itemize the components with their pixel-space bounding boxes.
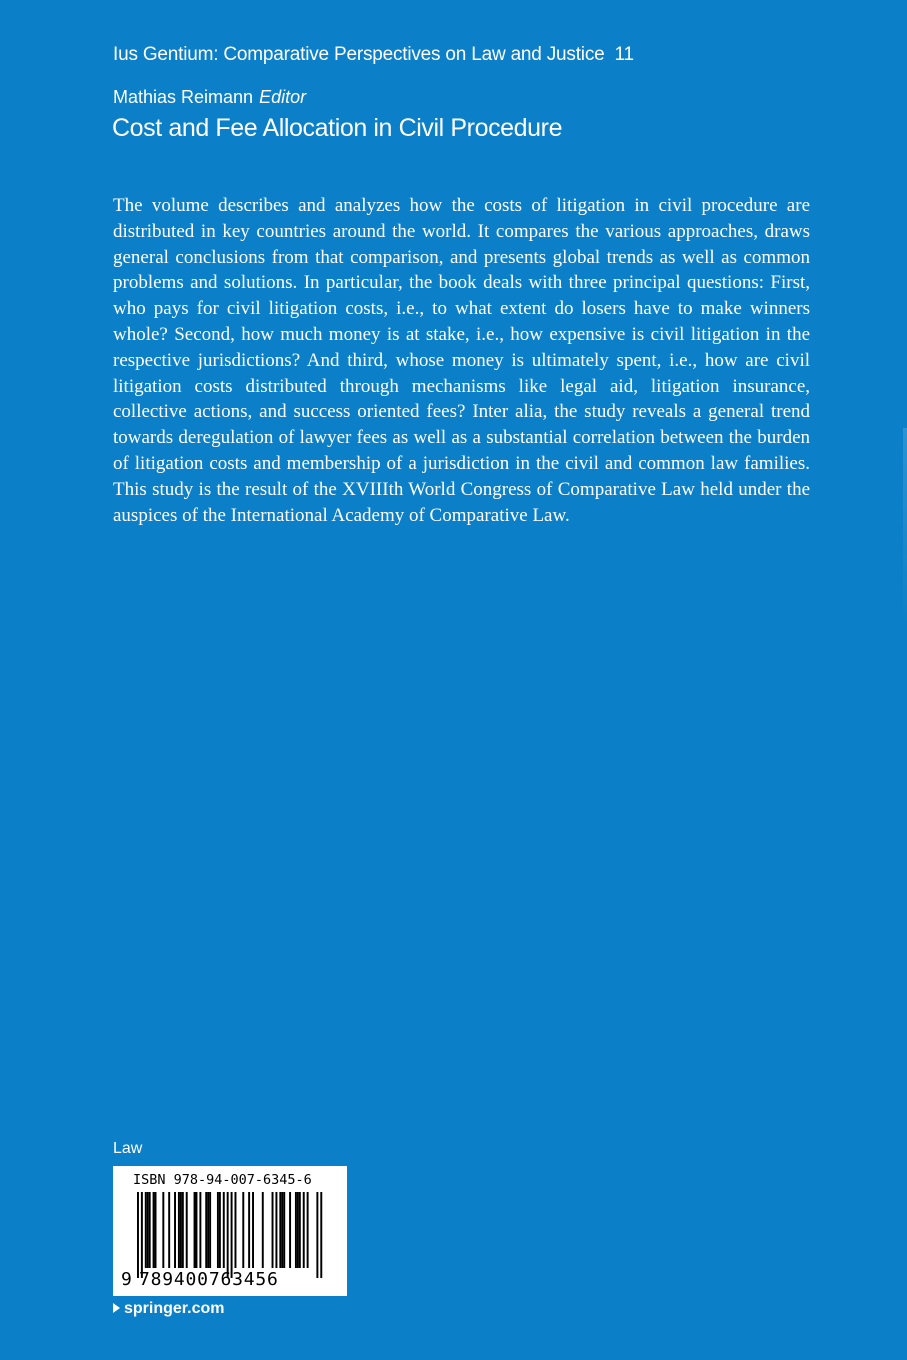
barcode-bar xyxy=(242,1192,244,1268)
barcode-bar xyxy=(153,1192,155,1268)
barcode-bar xyxy=(227,1192,229,1278)
barcode-number xyxy=(121,1269,279,1290)
barcode-bar xyxy=(272,1192,274,1268)
barcode-bar xyxy=(248,1192,250,1268)
barcode-bar xyxy=(145,1192,147,1268)
barcode-bar xyxy=(186,1192,188,1268)
barcode-bar xyxy=(168,1192,170,1268)
barcode-bar xyxy=(149,1192,151,1268)
barcode-bar xyxy=(178,1192,180,1268)
barcode-bar xyxy=(235,1192,237,1268)
series-name: Ius Gentium: Comparative Perspectives on Law and Justice xyxy=(113,44,605,65)
series-line xyxy=(113,44,634,66)
barcode-bar xyxy=(155,1192,157,1268)
barcode-bar xyxy=(209,1192,211,1268)
barcode-bar xyxy=(252,1192,254,1268)
barcode-bar xyxy=(316,1192,318,1278)
barcode-bar xyxy=(295,1192,297,1268)
barcode-bar xyxy=(182,1192,184,1268)
book-description: The volume describes and analyzes how the costs of litigation in civil procedure are distributed in key countries around the world. It compares the various approaches, draws general conclusions from that comparison, and presents global trends as well as common problems and solutions. In particular, the book deals with three principal questions: First, who pays for civil litigation costs, i.e., to what extent do losers have to make winners whole? Second, how much money is at stake, i.e., how expensive is civil litigation in the respective jurisdictions? And third, whose money is ultimately spent, i.e., how are civil litigation costs distributed through mechanisms like legal aid, litigation insurance, collective actions, and success oriented fees? Inter alia, the study reveals a general trend towards deregulation of lawyer fees as well as a substantial correlation between the burden of litigation costs and membership of a jurisdiction in the civil and common law families. This study is the result of the XVIIIth World Congress of Comparative Law held under the auspices of the International Academy of Comparative Law. xyxy=(113,195,810,526)
barcode-bar xyxy=(196,1192,198,1268)
barcode-bar xyxy=(194,1192,196,1268)
isbn-label: ISBN 978-94-007-6345-6 xyxy=(133,1172,312,1188)
editor-role: Editor xyxy=(259,87,307,107)
barcode-bar xyxy=(303,1192,305,1268)
barcode-bar xyxy=(297,1192,299,1268)
editor-line xyxy=(113,87,306,108)
arrow-right-icon xyxy=(113,1303,120,1313)
barcode-bar xyxy=(279,1192,281,1268)
barcode-bar xyxy=(141,1192,143,1278)
publisher-link[interactable] xyxy=(113,1300,224,1318)
publisher-url: springer.com xyxy=(124,1300,225,1317)
barcode-bar xyxy=(231,1192,233,1278)
barcode-bar xyxy=(199,1192,201,1268)
barcode-bar xyxy=(281,1192,283,1268)
barcode-bar xyxy=(299,1192,301,1268)
barcode-bar xyxy=(137,1192,139,1278)
barcode-bar xyxy=(174,1192,176,1268)
barcode-bar xyxy=(180,1192,182,1268)
barcode-bar xyxy=(147,1192,149,1268)
barcode-bar xyxy=(207,1192,209,1268)
barcode-lead-digit: 9 xyxy=(121,1269,133,1290)
isbn-barcode-box xyxy=(113,1166,347,1296)
barcode-bar xyxy=(205,1192,207,1268)
series-number: 11 xyxy=(614,44,634,65)
barcode-bar xyxy=(307,1192,309,1268)
barcode-bar xyxy=(162,1192,164,1268)
book-title: Cost and Fee Allocation in Civil Procedure xyxy=(112,114,563,142)
editor-name: Mathias Reimann xyxy=(113,87,254,107)
barcode-bar xyxy=(219,1192,221,1268)
barcode-bar xyxy=(223,1192,225,1268)
subject-category: Law xyxy=(113,1140,143,1157)
barcode-bar xyxy=(289,1192,291,1268)
barcode-bar xyxy=(217,1192,219,1268)
edge-shadow xyxy=(903,428,907,628)
barcode-bar xyxy=(320,1192,322,1278)
barcode-bar xyxy=(275,1192,277,1268)
barcode-digits: 789400763456 xyxy=(139,1269,279,1290)
barcode-bar xyxy=(262,1192,264,1268)
barcode-bar xyxy=(283,1192,285,1268)
